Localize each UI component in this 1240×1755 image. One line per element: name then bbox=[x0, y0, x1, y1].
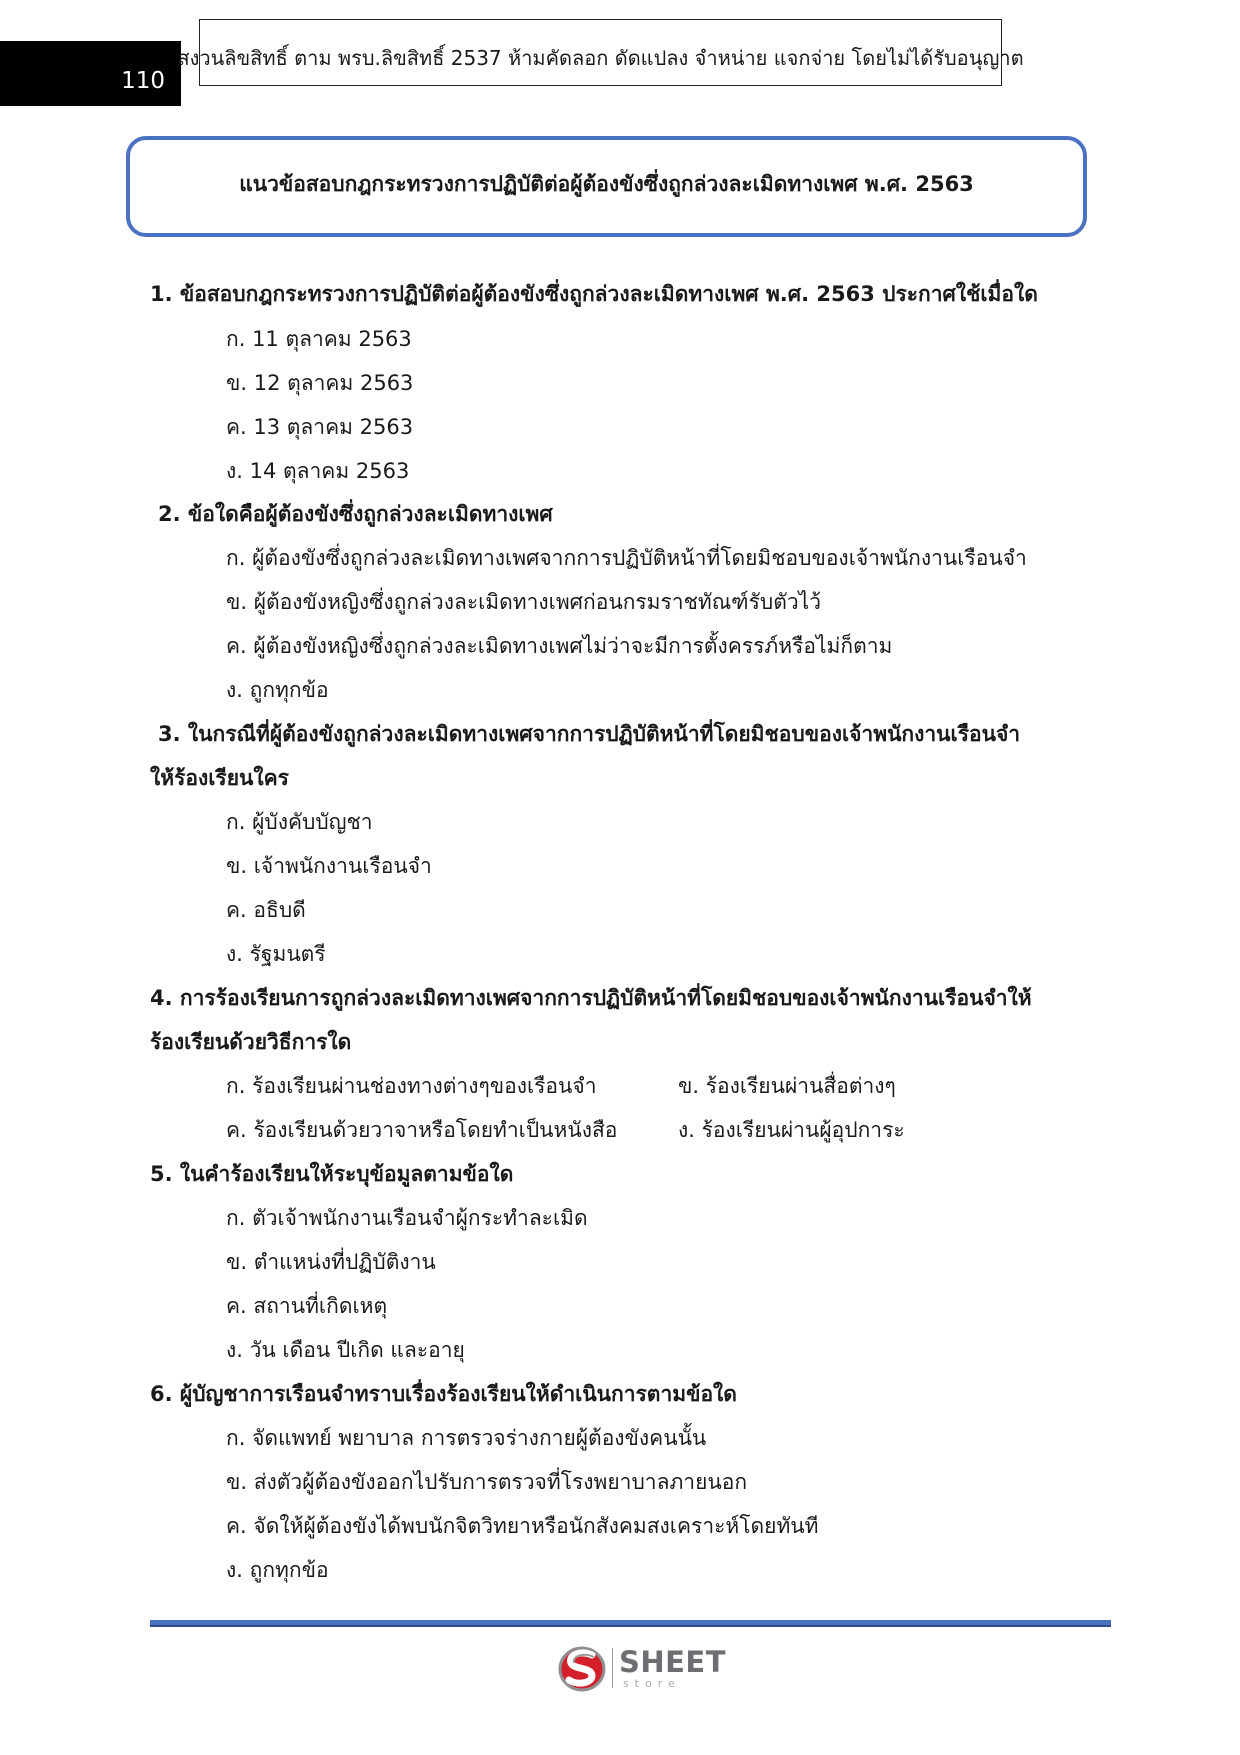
q4-option-b: ข. ร้องเรียนผ่านสื่อต่างๆ bbox=[678, 1074, 896, 1098]
question-4-line-1: 4. การร้องเรียนการถูกล่วงละเมิดทางเพศจากการปฏิบัติหน้าที่โดยมิชอบของเจ้าพนักงานเรือนจำให้ bbox=[150, 986, 1032, 1010]
page-number-tab bbox=[0, 41, 181, 106]
q1-option-c: ค. 13 ตุลาคม 2563 bbox=[226, 415, 414, 439]
q2-option-b: ข. ผู้ต้องขังหญิงซึ่งถูกล่วงละเมิดทางเพศก่อนกรมราชทัณฑ์รับตัวไว้ bbox=[226, 590, 822, 614]
q3-option-c: ค. อธิบดี bbox=[226, 898, 306, 922]
question-1: 1. ข้อสอบกฎกระทรวงการปฏิบัติต่อผู้ต้องขังซึ่งถูกล่วงละเมิดทางเพศ พ.ศ. 2563 ประกาศใช้เมื่อใด bbox=[150, 282, 1038, 306]
sheet-store-logo bbox=[556, 1640, 726, 1696]
page-title: แนวข้อสอบกฎกระทรวงการปฏิบัติต่อผู้ต้องขังซึ่งถูกล่วงละเมิดทางเพศ พ.ศ. 2563 bbox=[239, 172, 974, 196]
question-3-line-1: 3. ในกรณีที่ผู้ต้องขังถูกล่วงละเมิดทางเพศจากการปฏิบัติหน้าที่โดยมิชอบของเจ้าพนักงานเรือนจำ bbox=[158, 722, 1021, 746]
q5-option-d: ง. วัน เดือน ปีเกิด และอายุ bbox=[226, 1338, 465, 1362]
q5-option-b: ข. ตำแหน่งที่ปฏิบัติงาน bbox=[226, 1250, 436, 1274]
logo-divider bbox=[612, 1648, 613, 1688]
q6-option-c: ค. จัดให้ผู้ต้องขังได้พบนักจิตวิทยาหรือนักสังคมสงเคราะห์โดยทันที bbox=[226, 1514, 819, 1538]
q4-option-a: ก. ร้องเรียนผ่านช่องทางต่างๆของเรือนจำ bbox=[226, 1074, 597, 1098]
q4-option-c: ค. ร้องเรียนด้วยวาจาหรือโดยทำเป็นหนังสือ bbox=[226, 1118, 618, 1142]
logo-wordmark bbox=[618, 1644, 726, 1690]
logo-sub-text: store bbox=[622, 1676, 681, 1690]
q2-option-a: ก. ผู้ต้องขังซึ่งถูกล่วงละเมิดทางเพศจากการปฏิบัติหน้าที่โดยมิชอบของเจ้าพนักงานเรือนจำ bbox=[226, 546, 1027, 570]
q5-option-c: ค. สถานที่เกิดเหตุ bbox=[226, 1294, 388, 1318]
page-number: 110 bbox=[121, 68, 165, 94]
q2-option-c: ค. ผู้ต้องขังหญิงซึ่งถูกล่วงละเมิดทางเพศไม่ว่าจะมีการตั้งครรภ์หรือไม่ก็ตาม bbox=[226, 634, 893, 658]
q2-option-d: ง. ถูกทุกข้อ bbox=[226, 678, 329, 702]
footer-rule bbox=[150, 1620, 1111, 1627]
q5-option-a: ก. ตัวเจ้าพนักงานเรือนจำผู้กระทำละเมิด bbox=[226, 1206, 588, 1230]
sheet-store-s-icon bbox=[556, 1642, 608, 1694]
question-2: 2. ข้อใดคือผู้ต้องขังซึ่งถูกล่วงละเมิดทางเพศ bbox=[158, 502, 553, 526]
page-title-box bbox=[126, 136, 1087, 237]
logo-main-text: SHEET bbox=[618, 1644, 726, 1679]
q3-option-a: ก. ผู้บังคับบัญชา bbox=[226, 810, 373, 834]
copyright-notice bbox=[177, 19, 1024, 86]
question-6: 6. ผู้บัญชาการเรือนจำทราบเรื่องร้องเรียนให้ดำเนินการตามข้อใด bbox=[150, 1382, 737, 1406]
q6-option-a: ก. จัดแพทย์ พยาบาล การตรวจร่างกายผู้ต้องขังคนนั้น bbox=[226, 1426, 707, 1450]
question-3-line-2: ให้ร้องเรียนใคร bbox=[150, 766, 289, 790]
q3-option-d: ง. รัฐมนตรี bbox=[226, 942, 326, 966]
question-4-line-2: ร้องเรียนด้วยวิธีการใด bbox=[150, 1030, 352, 1054]
q6-option-b: ข. ส่งตัวผู้ต้องขังออกไปรับการตรวจที่โรงพยาบาลภายนอก bbox=[226, 1470, 748, 1494]
q6-option-d: ง. ถูกทุกข้อ bbox=[226, 1558, 329, 1582]
q1-option-b: ข. 12 ตุลาคม 2563 bbox=[226, 371, 414, 395]
q3-option-b: ข. เจ้าพนักงานเรือนจำ bbox=[226, 854, 432, 878]
q4-option-d: ง. ร้องเรียนผ่านผู้อุปการะ bbox=[678, 1118, 905, 1142]
copyright-text: สงวนลิขสิทธิ์ ตาม พรบ.ลิขสิทธิ์ 2537 ห้ามคัดลอก ดัดแปลง จำหน่าย แจกจ่าย โดยไม่ได้รับอนุญาต bbox=[177, 45, 1024, 70]
q1-option-a: ก. 11 ตุลาคม 2563 bbox=[226, 327, 412, 351]
question-5: 5. ในคำร้องเรียนให้ระบุข้อมูลตามข้อใด bbox=[150, 1162, 514, 1186]
q1-option-d: ง. 14 ตุลาคม 2563 bbox=[226, 459, 410, 483]
